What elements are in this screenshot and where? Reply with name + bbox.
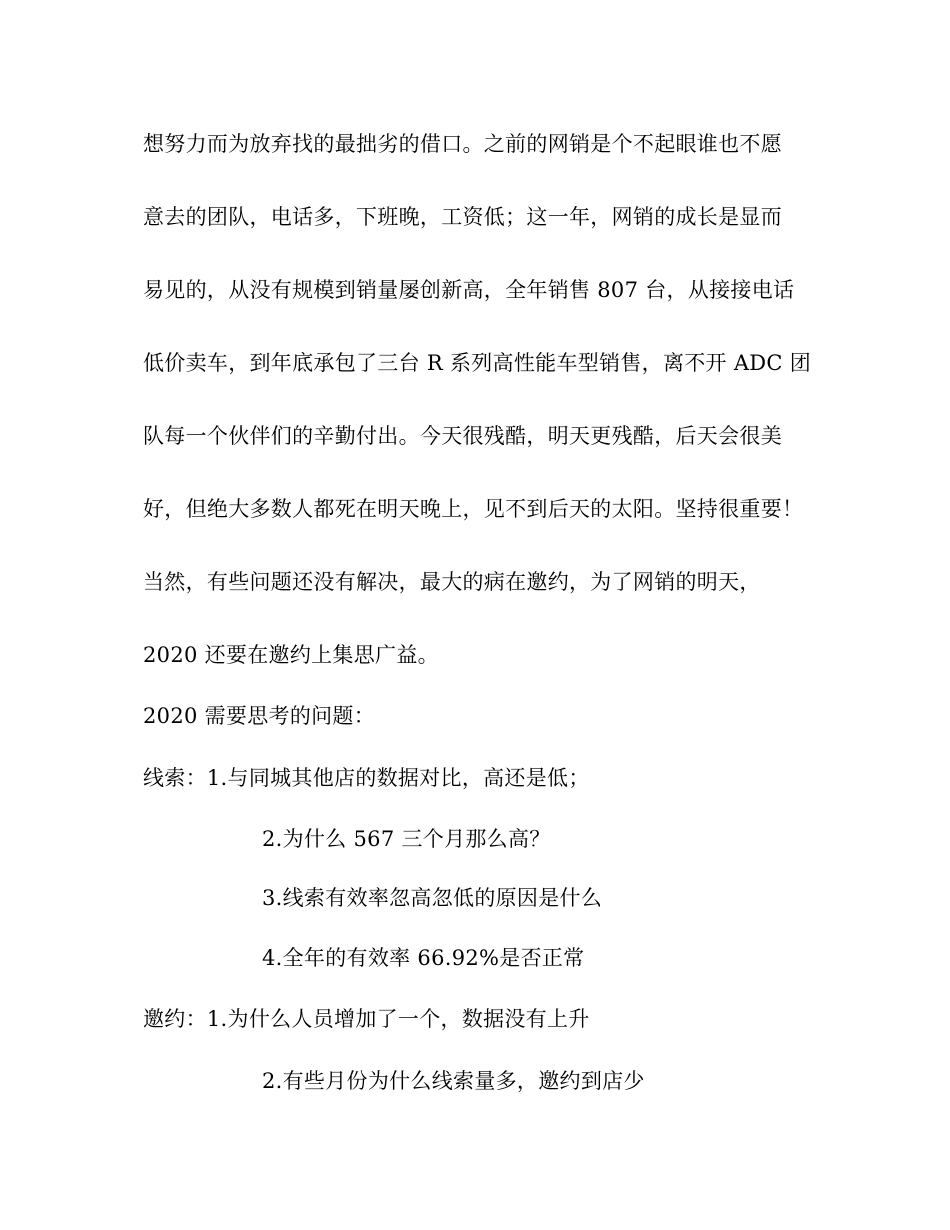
paragraph-line-6: 好，但绝大多数人都死在明天晚上，见不到后天的太阳。坚持很重要！: [143, 497, 804, 521]
leads-item-1: 线索：1.与同城其他店的数据对比，高还是低；: [143, 766, 590, 790]
paragraph-line-8: 2020 还要在邀约上集思广益。: [143, 643, 439, 667]
leads-item-2: 2.为什么 567 三个月那么高？: [262, 827, 551, 851]
paragraph-line-7: 当然，有些问题还没有解决，最大的病在邀约，为了网销的明天，: [143, 570, 761, 594]
invitation-item-2: 2.有些月份为什么线索量多，邀约到店少: [262, 1069, 645, 1093]
leads-item-3: 3.线索有效率忽高忽低的原因是什么: [262, 886, 603, 910]
leads-item-4: 4.全年的有效率 66.92%是否正常: [262, 946, 585, 970]
paragraph-line-2: 意去的团队，电话多，下班晚，工资低；这一年，网销的成长是显而: [143, 205, 782, 229]
invitation-item-1: 邀约：1.为什么人员增加了一个，数据没有上升: [143, 1007, 590, 1031]
paragraph-line-3: 易见的，从没有规模到销量屡创新高，全年销售 807 台，从接接电话: [143, 278, 795, 302]
questions-heading: 2020 需要思考的问题：: [143, 704, 376, 728]
paragraph-line-5: 队每一个伙伴们的辛勤付出。今天很残酷，明天更残酷，后天会很美: [143, 424, 782, 448]
paragraph-line-1: 想努力而为放弃找的最拙劣的借口。之前的网销是个不起眼谁也不愿: [143, 132, 782, 156]
paragraph-line-4: 低价卖车，到年底承包了三台 R 系列高性能车型销售，离不开 ADC 团: [143, 351, 812, 375]
